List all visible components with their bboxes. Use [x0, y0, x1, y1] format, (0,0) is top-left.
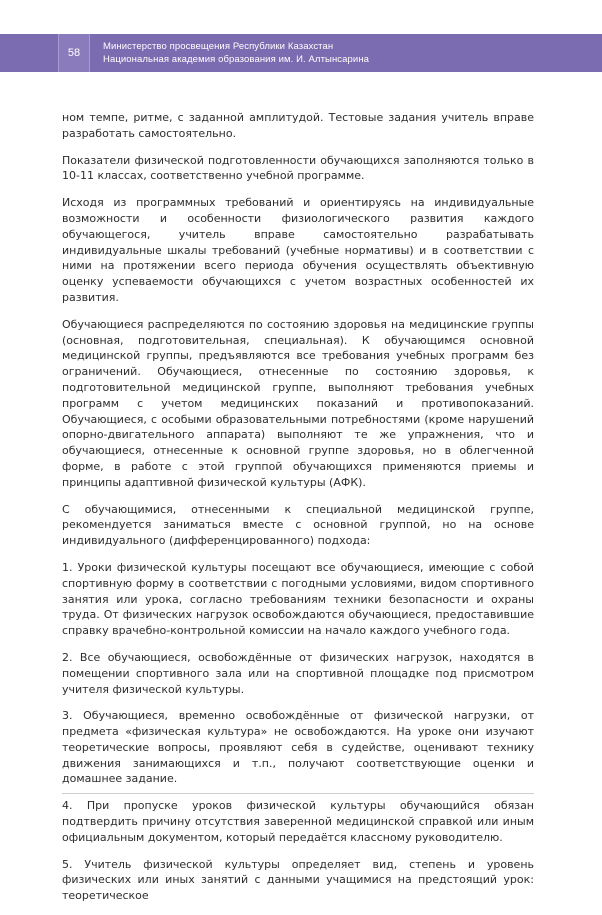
paragraph: С обучающимися, отнесенными к специальной медицинской группе, рекомендуется заниматься вместе с основной группой, но на основе индивидуального (дифференцированного) подхода: — [62, 502, 534, 548]
footer-divider — [62, 793, 534, 794]
paragraph: Показатели физической подготовленности обучающихся заполняются только в 10-11 классах, соответственно учебной программе. — [62, 153, 534, 183]
paragraph: 4. При пропуске уроков физической культуры обучающийся обязан подтвердить причину отсутствия заверенной медицинской справкой или иным официальным документом, который передаётся классному руководителю. — [62, 799, 534, 844]
paragraph: 3. Обучающиеся, временно освобождённые от физической нагрузки, от предмета «физическая культура» не освобождаются. На уроке они изучают теоретические вопросы, проявляют себя в судействе, оценивают технику движения занимающихся и т.п., получают соответствующие оценки и домашнее задание. — [62, 709, 534, 786]
paragraph: Обучающиеся распределяются по состоянию здоровья на медицинские группы (основная, подготовительная, специальная). К обучающимся основной медицинской группы, предъявляются все требования учебных программ без ограничений. Обучающиеся, отнесенные по состоянию здоровья, к подготовительной медицинской группе, выполняют требования учебных программ с учетом медицинских показаний и противопоказаний. Обучающиеся, с особыми образовательными потребностями (кроме нарушений опорно-двигательного аппарата) выполняют те же упражнения, что и обучающиеся, отнесенные к основной группе здоровья, но в облегченной форме, в работе с этой группой обучающихся применяются приемы и принципы адаптивной физической культуры (АФК). — [62, 317, 534, 489]
paragraph: 2. Все обучающиеся, освобождённые от физических нагрузок, находятся в помещении спортивного зала или на спортивной площадке под присмотром учителя физической культуры. — [62, 650, 534, 696]
page-number: 58 — [58, 34, 90, 72]
body-text — [62, 110, 534, 915]
header-ministry: Министерство просвещения Республики Казахстан — [103, 41, 334, 52]
header-publisher — [103, 40, 369, 66]
header-academy: Национальная академия образования им. И. Алтынсарина — [103, 54, 370, 65]
paragraph: ном темпе, ритме, с заданной амплитудой. Тестовые задания учитель вправе разработать самостоятельно. — [62, 111, 534, 140]
paragraph: Исходя из программных требований и ориентируясь на индивидуальные возможности и особенности физиологического развития каждого обучающегося, учитель вправе самостоятельно разрабатывать индивидуальные шкалы требований (учебные нормативы) и в соответствии с ними на протяжении всего периода обучения осуществлять объективную оценку успеваемости обучающихся с учетом возрастных особенностей их развития. — [62, 196, 534, 304]
paragraph: 1. Уроки физической культуры посещают все обучающиеся, имеющие с собой спортивную форму в соответствии с погодными условиями, видом спортивного занятия или урока, согласно требованиям техники безопасности и охраны труда. От физических нагрузок освобождаются обучающиеся, предоставившие справку врачебно-контрольной комиссии на начало каждого учебного года. — [62, 560, 534, 638]
paragraph: 5. Учитель физической культуры определяет вид, степень и уровень физических или иных занятий с данными учащимися на предстоящий урок: теоретическое — [62, 857, 534, 903]
